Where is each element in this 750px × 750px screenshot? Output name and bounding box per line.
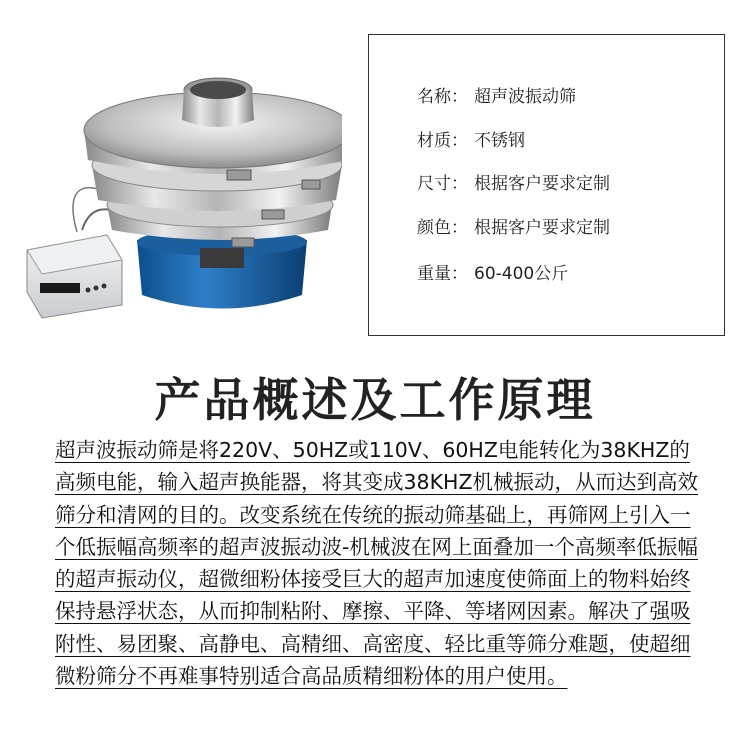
spec-label: 重量： — [417, 264, 468, 284]
spec-value: 根据客户要求定制 — [474, 174, 610, 194]
spec-label: 材质： — [417, 131, 468, 151]
spec-label: 尺寸： — [417, 174, 468, 194]
product-image — [22, 60, 342, 320]
spec-value: 根据客户要求定制 — [474, 218, 610, 238]
spec-box — [368, 34, 725, 336]
spec-row-size — [417, 169, 610, 194]
spec-label: 名称： — [417, 87, 468, 107]
spec-value: 超声波振动筛 — [474, 87, 576, 107]
spec-row-material — [417, 126, 525, 151]
spec-value: 60-400公斤 — [474, 264, 569, 284]
description-paragraph: 超声波振动筛是将220V、50HZ或110V、60HZ电能转化为38KHZ的高频电能，输入超声换能器，将其变成38KHZ机械振动，从而达到高效筛分和清网的目的。改变系统在传统的振动筛基础上，再筛网上引入一个低振幅高频率的超声波振动波-机械波在网上面叠加一个高频率低振幅的超声振动仪，超微细粉体接受巨大的超声加速度使筛面上的物料始终保持悬浮状态，从而抑制粘附、摩擦、平降、等堵网因素。解决了强吸附性、易团聚、高静电、高精细、高密度、轻比重等筛分难题，使超细微粉筛分不再难事特别适合高品质精细粉体的用户使用。 — [55, 438, 698, 689]
spec-row-weight — [417, 259, 568, 284]
spec-label: 颜色： — [417, 218, 468, 238]
spec-row-color — [417, 213, 610, 238]
section-title: 产品概述及工作原理 — [154, 373, 596, 427]
spec-value: 不锈钢 — [474, 131, 525, 151]
spec-row-name — [417, 82, 576, 107]
